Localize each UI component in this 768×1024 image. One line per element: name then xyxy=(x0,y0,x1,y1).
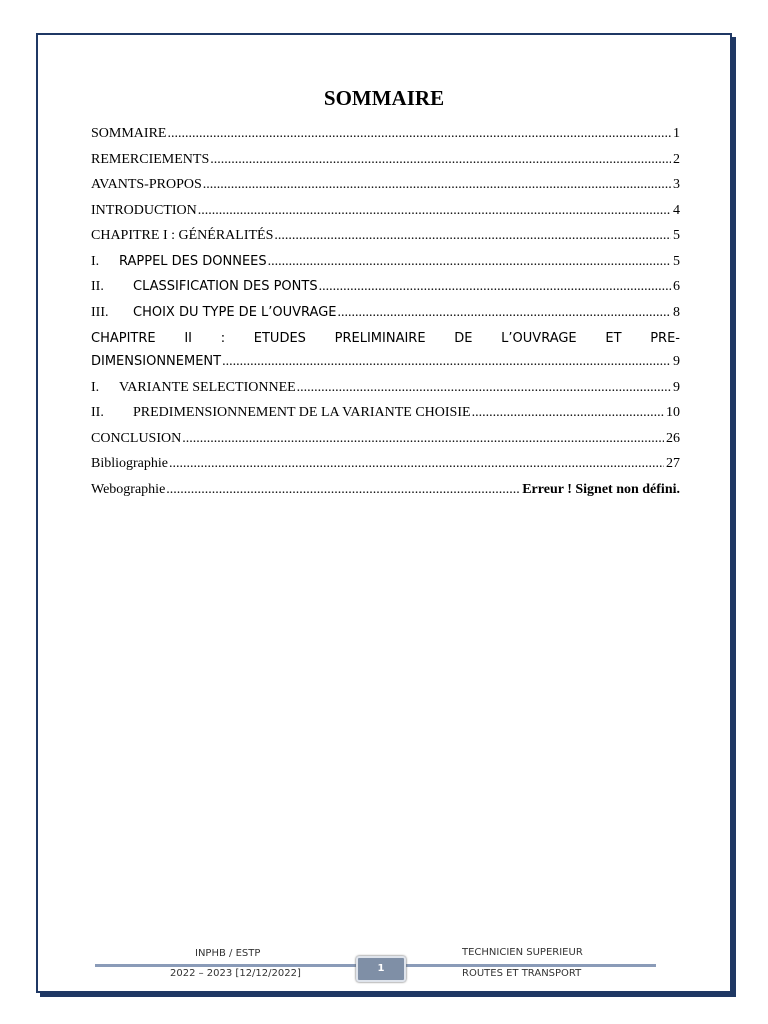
toc-leader-dots xyxy=(203,172,671,198)
toc-entry-remerciements[interactable] xyxy=(91,147,680,173)
footer-institution: INPHB / ESTP xyxy=(195,948,261,959)
toc-leader-dots xyxy=(297,375,671,401)
toc-entry-label: CONCLUSION xyxy=(91,430,182,446)
footer-specialty: ROUTES ET TRANSPORT xyxy=(462,968,582,979)
toc-entry-bibliographie[interactable] xyxy=(91,451,680,477)
toc-entry-number: II. xyxy=(91,405,104,420)
toc-entry-label: AVANTS-PROPOS xyxy=(91,177,202,192)
toc-leader-dots xyxy=(169,451,664,477)
toc-entry-avants-propos[interactable] xyxy=(91,172,680,198)
toc-entry-choix-du-type[interactable] xyxy=(91,300,680,326)
toc-entry-page: 26 xyxy=(666,430,680,446)
toc-leader-dots xyxy=(167,121,671,147)
toc-entry-number: III. xyxy=(91,304,109,320)
toc-entry-variante-selectionnee[interactable] xyxy=(91,375,680,401)
toc-leader-dots xyxy=(222,349,671,375)
toc-entry-predimensionnement[interactable] xyxy=(91,400,680,426)
toc-entry-label: REMERCIEMENTS xyxy=(91,151,210,167)
toc-leader-dots xyxy=(210,147,671,173)
toc-entry-classification-des-ponts[interactable] xyxy=(91,274,680,300)
toc-leader-dots xyxy=(182,426,664,452)
toc-entry-page: 5 xyxy=(673,228,680,243)
toc-entry-label: SOMMAIRE xyxy=(91,126,167,141)
page-number-badge: 1 xyxy=(356,956,406,982)
footer-program: TECHNICIEN SUPERIEUR xyxy=(462,947,583,958)
toc-leader-dots xyxy=(338,300,671,326)
toc-entry-sommaire[interactable] xyxy=(91,121,680,147)
document-title: SOMMAIRE xyxy=(323,86,445,110)
toc-entry-page: 1 xyxy=(673,126,680,141)
toc-leader-dots xyxy=(274,223,671,249)
toc-leader-dots xyxy=(166,477,520,503)
toc-entry-label: Bibliographie xyxy=(91,456,168,471)
toc-entry-page-error: Erreur ! Signet non défini. xyxy=(522,481,680,497)
table-of-contents xyxy=(91,121,680,502)
toc-entry-webographie[interactable] xyxy=(91,477,680,503)
toc-entry-page: 27 xyxy=(666,456,680,471)
toc-entry-label: INTRODUCTION xyxy=(91,202,197,218)
toc-entry-chapitre-2[interactable] xyxy=(91,349,680,375)
toc-entry-label: CHAPITRE I : GÉNÉRALITÉS xyxy=(91,228,274,243)
toc-entry-number: I. xyxy=(91,379,100,395)
toc-entry-conclusion[interactable] xyxy=(91,426,680,452)
toc-leader-dots xyxy=(268,249,671,275)
toc-entry-label: VARIANTE SELECTIONNEE xyxy=(119,379,296,395)
toc-entry-label: Webographie xyxy=(91,481,166,497)
toc-entry-page: 9 xyxy=(673,354,680,369)
toc-leader-dots xyxy=(198,198,671,224)
toc-entry-label: CHOIX DU TYPE DE L’OUVRAGE xyxy=(133,304,337,320)
toc-entry-number: I. xyxy=(91,253,100,269)
toc-entry-page: 10 xyxy=(666,405,680,420)
toc-entry-label: DIMENSIONNEMENT xyxy=(91,354,222,369)
toc-leader-dots xyxy=(472,400,664,426)
toc-entry-introduction[interactable] xyxy=(91,198,680,224)
toc-entry-label: CLASSIFICATION DES PONTS xyxy=(133,279,318,294)
toc-entry-page: 4 xyxy=(673,202,680,218)
toc-entry-page: 8 xyxy=(673,304,680,320)
footer-academic-year: 2022 – 2023 [12/12/2022] xyxy=(170,968,301,979)
toc-leader-dots xyxy=(319,274,671,300)
toc-entry-page: 3 xyxy=(673,177,680,192)
toc-entry-chapitre-1[interactable] xyxy=(91,223,680,249)
toc-entry-rappel-des-donnees[interactable] xyxy=(91,249,680,275)
toc-entry-page: 6 xyxy=(673,279,680,294)
toc-entry-page: 5 xyxy=(673,253,680,269)
toc-entry-page: 9 xyxy=(673,379,680,395)
toc-entry-number: II. xyxy=(91,279,104,294)
toc-entry-label: RAPPEL DES DONNEES xyxy=(119,253,267,269)
toc-entry-chapitre-2-line1[interactable]: CHAPITRE II : ETUDES PRELIMINAIRE DE L’OUVRAGE ET PRE- xyxy=(91,331,680,346)
toc-entry-label: PREDIMENSIONNEMENT DE LA VARIANTE CHOISIE xyxy=(133,405,471,420)
toc-entry-page: 2 xyxy=(673,151,680,167)
